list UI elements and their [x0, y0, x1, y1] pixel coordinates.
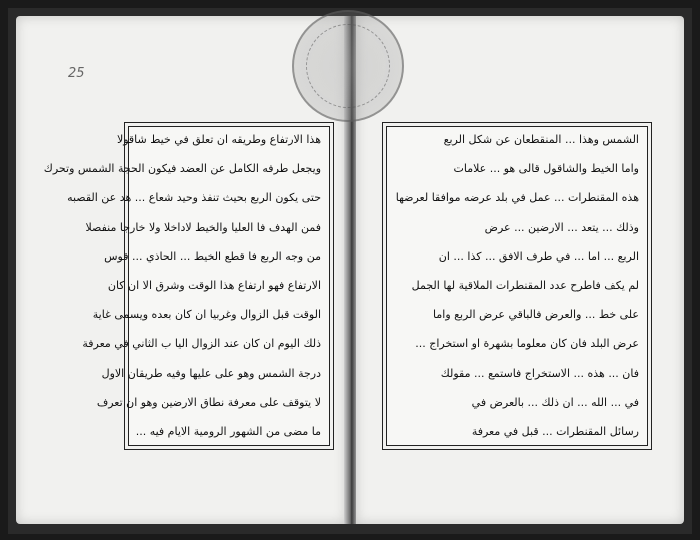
manuscript-line: عرض البلد فان كان معلوما بشهرة او استخراج ...	[415, 337, 639, 351]
manuscript-line: هذا الارتفاع وطريقه ان تعلق في خيط شاقولا	[116, 133, 321, 146]
manuscript-line: الشمس وهذا ... المنقطعان عن شكل الربع	[443, 133, 639, 146]
manuscript-line: لم يكف فاطرح عدد المقنطرات الملاقية لها الجمل	[411, 278, 639, 292]
left-text-block	[43, 126, 330, 446]
manuscript-line: واما الخيط والشاقول قالى هو ... علامات	[453, 162, 639, 176]
manuscript-line: حتى يكون الربع بحيث تنفذ وحيد شعاع ... هد عن القصبه	[67, 191, 321, 205]
manuscript-line: الوقت قبل الزوال وغربيا ان كان بعده ويسمى غاية	[92, 308, 321, 322]
manuscript-line: رسائل المقنطرات ... قبل في معرفة	[471, 424, 639, 438]
manuscript-line: في ... الله ... ان ذلك ... بالعرض في	[471, 395, 639, 409]
manuscript-line: الارتفاع فهو ارتفاع هذا الوقت وشرق الا ان كان	[107, 278, 321, 292]
manuscript-line: على خط ... والعرض فالباقي عرض الربع واما	[433, 308, 639, 322]
manuscript-line: فمن الهدف فا العليا والخيط لاداخلا ولا خارجا منفصلا	[85, 220, 321, 234]
left-text-lines	[43, 127, 329, 445]
manuscript-line: درجة الشمس وهو على عليها وفيه طريقان الاول	[101, 366, 321, 380]
left-page	[16, 16, 346, 524]
library-seal-stamp	[292, 10, 404, 122]
seal-inscription	[306, 24, 390, 108]
manuscript-line: الربع ... اما ... في طرف الافق ... كذا ... ان	[438, 249, 639, 263]
manuscript-line: ذلك اليوم ان كان عند الزوال اليا ب الثاني في معرفة	[82, 337, 321, 351]
manuscript-line: فان ... هذه ... الاستخراج فاستمع ... مقولك	[440, 366, 639, 380]
manuscript-line: وذلك ... يتعد ... الارضين ... عرض	[484, 220, 639, 234]
manuscript-line: لا يتوقف على معرفة نطاق الارضين وهو ان تعرف	[96, 395, 321, 409]
manuscript-line: ويجعل طرفه الكامل عن العضد فيكون الحجة الشمس وتحرك	[43, 162, 321, 176]
manuscript-line: هذه المقنطرات ... عمل في بلد عرضه موافقا لعرضها	[395, 191, 639, 205]
folio-number: 25	[68, 66, 85, 81]
manuscript-line: ما مضى من الشهور الرومية الايام فيه ...	[135, 424, 321, 438]
manuscript-line: من وجه الربع فا قطع الخيط ... الحاذي ... قوس	[104, 249, 321, 263]
right-page	[356, 16, 684, 524]
right-text-lines	[387, 127, 647, 445]
right-text-block	[386, 126, 648, 446]
